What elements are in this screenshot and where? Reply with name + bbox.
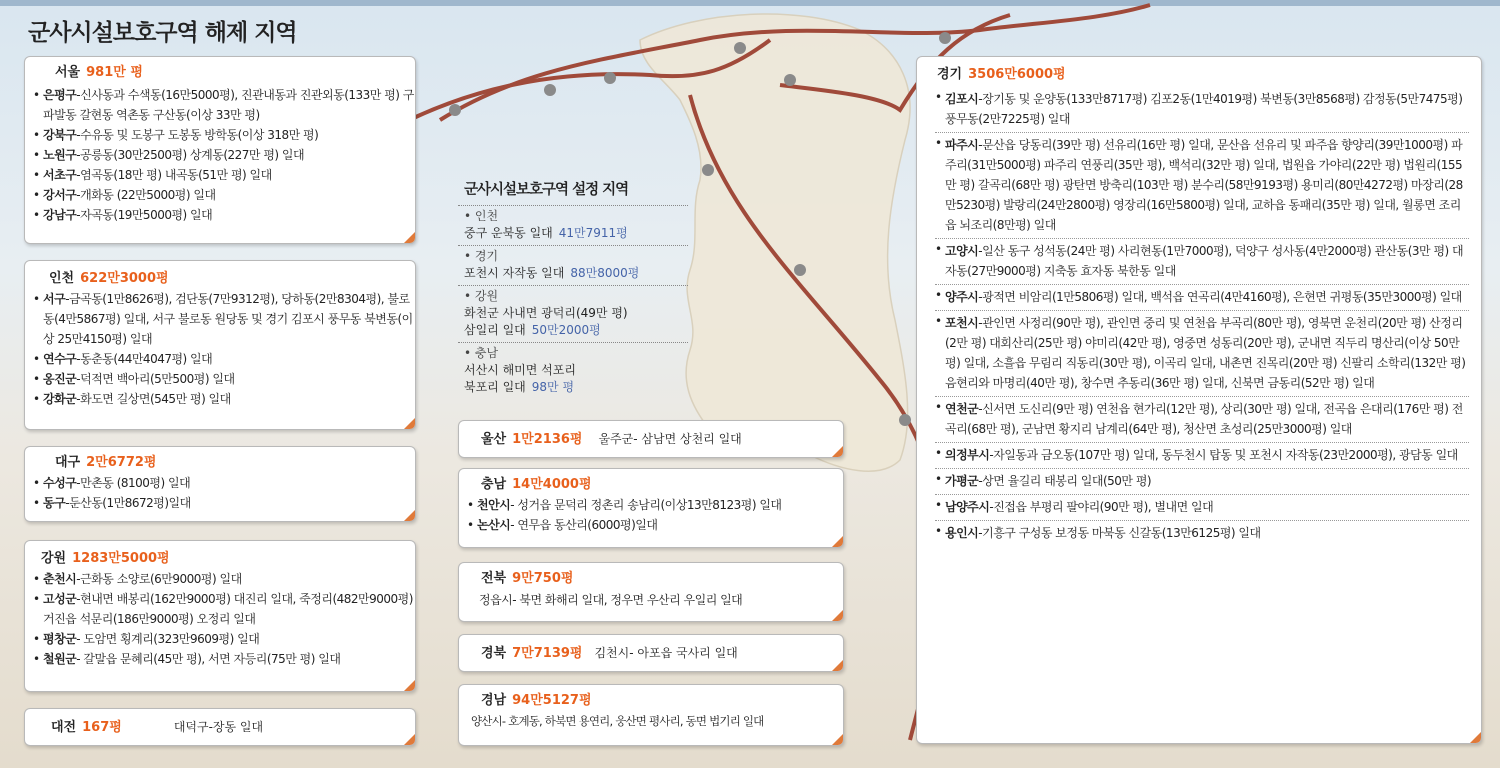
region-list <box>25 289 415 409</box>
region-name: 강원 <box>41 551 67 566</box>
barbed-knot <box>734 42 746 54</box>
barbed-knot <box>794 264 806 276</box>
region-box-jeonbuk <box>458 562 844 622</box>
region-box-daejeon <box>24 708 416 746</box>
designated-item: • 충남 서산시 해미면 석포리 북포리 일대 98만 평 <box>458 342 688 399</box>
region-header <box>481 643 843 664</box>
list-item: • 수성구-만촌동 (8100평) 일대 <box>33 473 415 493</box>
region-list <box>917 87 1481 546</box>
region-box-incheon <box>24 260 416 430</box>
list-item: • 포천시-관인면 사정리(90만 평), 관인면 중리 및 연천읍 부곡리(80만 평), 영북면 운천리(20만 평) 산정리(2만 평) 대회산리(25만 평) 야미리(42만 평), 영중면 성동리(20만 평), 군내면 직두리 명산리(이상 50만 평) 일대, 소흘읍 무림리 직동리(30만 평), 이곡리 일대, 내촌면 진목리(20만 평) 신팔리 소학리(132만 평) 음현리와 마명리(40만 평), 창수면 추동리(36만 평) 일대, 신북면 금동리(52만 평) 일대 <box>935 311 1469 397</box>
region-amount: 7만7139평 <box>512 646 583 661</box>
list-item: • 김포시-장기동 및 운양동(133만8717평) 김포2동(1만4019평) 북변동(3만8568평) 감정동(5만7475평) 풍무동(2만7225평) 일대 <box>935 87 1469 133</box>
list-item: • 서초구-염곡동(18만 평) 내곡동(51만 평) 일대 <box>33 165 415 185</box>
region-header <box>481 569 843 589</box>
list-item: • 가평군-상면 율길리 태봉리 일대(50만 평) <box>935 469 1469 495</box>
region-amount: 1만2136평 <box>512 432 583 447</box>
region-box-gyeongnam <box>458 684 844 746</box>
region-box-ulsan <box>458 420 844 458</box>
region-header <box>41 549 415 569</box>
list-item: • 천안시- 성거읍 문덕리 정촌리 송남리(이상13만8123평) 일대 <box>467 495 843 515</box>
list-item: • 용인시-기흥구 구성동 보정동 마북동 신갈동(13만6125평) 일대 <box>935 521 1469 546</box>
list-item: • 강서구-개화동 (22만5000평) 일대 <box>33 185 415 205</box>
region-detail: 대덕구-장동 일대 <box>173 720 264 734</box>
region-amount: 94만5127평 <box>512 693 592 708</box>
region-header <box>55 63 415 83</box>
region-name: 경기 <box>937 67 963 82</box>
region-header <box>51 717 415 738</box>
list-item: • 평창군- 도암면 횡계리(323만9609평) 일대 <box>33 629 415 649</box>
region-header <box>49 269 415 289</box>
region-name: 대구 <box>55 455 81 470</box>
region-box-daegu <box>24 446 416 522</box>
list-item: • 은평구-신사동과 수색동(16만5000평), 진관내동과 진관외동(133만 평) 구파발동 갈현동 역촌동 구산동(이상 33만 평) <box>33 85 415 125</box>
list-item: • 동구-둔산동(1만8672평)일대 <box>33 493 415 513</box>
region-header <box>55 453 415 473</box>
region-amount: 2만6772평 <box>86 455 157 470</box>
designated-item: • 인천 중구 운북동 일대 41만7911평 <box>458 205 688 245</box>
region-list <box>25 569 415 669</box>
region-header <box>481 429 843 450</box>
region-detail: 정읍시- 북면 화해리 일대, 정우면 우산리 우일리 일대 <box>479 593 743 607</box>
region-name: 경남 <box>481 693 507 708</box>
list-item: • 논산시- 연무읍 동산리(6000평)일대 <box>467 515 843 535</box>
barbed-knot <box>702 164 714 176</box>
region-list <box>459 495 843 535</box>
list-item: • 강화군-화도면 길상면(545만 평) 일대 <box>33 389 415 409</box>
region-detail: 양산시- 호계동, 하북면 용연리, 웅산면 평사리, 동면 법기리 일대 <box>471 714 764 728</box>
designated-item: • 강원 화천군 사내면 광덕리(49만 평) 삼일리 일대 50만2000평 <box>458 285 688 342</box>
region-header <box>937 65 1481 85</box>
list-item: • 철원군- 갈말읍 문혜리(45만 평), 서면 자등리(75만 평) 일대 <box>33 649 415 669</box>
barbed-knot <box>784 74 796 86</box>
region-box-chungnam <box>458 468 844 548</box>
list-item: • 파주시-문산읍 당동리(39만 평) 선유리(16만 평) 일대, 문산읍 선유리 및 파주읍 향양리(39만1000평) 파주리(31만5000평) 파주리 연풍리(35만 평), 백석리(32만 평) 일대, 법원읍 가야리(22만 평) 법원리(155만 평) 갈곡리(68만 평) 광탄면 방축리(103만 평) 분수리(58만9193평) 용미리(80만4272평) 마장리(28만5230평) 발랑리(24만2800평) 영장리(16만5800평) 일대, 교하읍 동패리(35만 평) 일대, 월롱면 조리읍 뇌조리(8만평) 일대 <box>935 133 1469 239</box>
region-detail: 김천시- 아포읍 국사리 일대 <box>594 646 738 660</box>
barbed-knot <box>899 414 911 426</box>
barbed-knot <box>544 84 556 96</box>
region-box-seoul <box>24 56 416 244</box>
region-name: 충남 <box>481 477 507 492</box>
region-detail: 울주군- 삼남면 상천리 일대 <box>598 432 742 446</box>
designated-item: • 경기 포천시 자작동 일대 88만8000평 <box>458 245 688 285</box>
list-item: • 양주시-광적면 비암리(1만5806평) 일대, 백석읍 연곡리(4만4160평), 은현면 귀평동(35만3000평) 일대 <box>935 285 1469 311</box>
region-name: 경북 <box>481 646 507 661</box>
region-header <box>481 691 843 711</box>
region-amount: 3506만6000평 <box>968 67 1066 82</box>
designated-areas-panel <box>458 178 688 418</box>
list-item: • 고성군-현내면 배봉리(162만9000평) 대진리 일대, 죽정리(482만9000평) 거진읍 석문리(186만9000평) 오정리 일대 <box>33 589 415 629</box>
region-amount: 981만 평 <box>86 65 143 80</box>
barbed-knot <box>604 72 616 84</box>
barbed-knot <box>449 104 461 116</box>
region-name: 울산 <box>481 432 507 447</box>
region-list <box>25 473 415 513</box>
list-item: • 강북구-수유동 및 도봉구 도봉동 방학동(이상 318만 평) <box>33 125 415 145</box>
list-item: • 서구-금곡동(1만8626평), 검단동(7만9312평), 당하동(2만8304평), 불로동(4만5867평) 일대, 서구 불로동 원당동 및 경기 김포시 풍무동 북변동(이상 25만4150평) 일대 <box>33 289 415 349</box>
region-name: 대전 <box>51 720 77 735</box>
region-box-gyeongbuk <box>458 634 844 672</box>
region-name: 인천 <box>49 271 75 286</box>
list-item: • 연천군-신서면 도신리(9만 평) 연천읍 현가리(12만 평), 상리(30만 평) 일대, 전곡읍 은대리(176만 평) 전곡리(68만 평), 군남면 황지리 남계리(64만 평), 청산면 초성리(25만3000평) 일대 <box>935 397 1469 443</box>
region-amount: 622만3000평 <box>80 271 169 286</box>
list-item: • 춘천시-근화동 소양로(6만9000평) 일대 <box>33 569 415 589</box>
list-item: • 옹진군-덕적면 백아리(5만500평) 일대 <box>33 369 415 389</box>
region-header <box>481 475 843 495</box>
barbed-knot <box>939 32 951 44</box>
list-item: • 의정부시-자일동과 금오동(107만 평) 일대, 동두천시 탑동 및 포천시 자작동(23만2000평), 광담동 일대 <box>935 443 1469 469</box>
region-name: 전북 <box>481 571 507 586</box>
list-item: • 연수구-동춘동(44만4047평) 일대 <box>33 349 415 369</box>
list-item: • 노원구-공릉동(30만2500평) 상계동(227만 평) 일대 <box>33 145 415 165</box>
region-amount: 14만4000평 <box>512 477 592 492</box>
list-item: • 남양주시-진접읍 부평리 팔야리(90만 평), 별내면 일대 <box>935 495 1469 521</box>
region-amount: 9만750평 <box>512 571 574 586</box>
region-amount: 167평 <box>82 720 122 735</box>
designated-areas-title: 군사시설보호구역 설정 지역 <box>464 182 629 198</box>
region-amount: 1283만5000평 <box>72 551 170 566</box>
region-name: 서울 <box>55 65 81 80</box>
region-box-gangwon <box>24 540 416 692</box>
list-item: • 고양시-일산 동구 성석동(24만 평) 사리현동(1만7000평), 덕양구 성사동(4만2000평) 관산동(3만 평) 대자동(27만9000평) 지축동 효자동 북한동 일대 <box>935 239 1469 285</box>
page-title: 군사시설보호구역 해제 지역 <box>28 20 297 46</box>
region-list <box>25 85 415 225</box>
region-box-gyeonggi <box>916 56 1482 744</box>
list-item: • 강남구-자곡동(19만5000평) 일대 <box>33 205 415 225</box>
